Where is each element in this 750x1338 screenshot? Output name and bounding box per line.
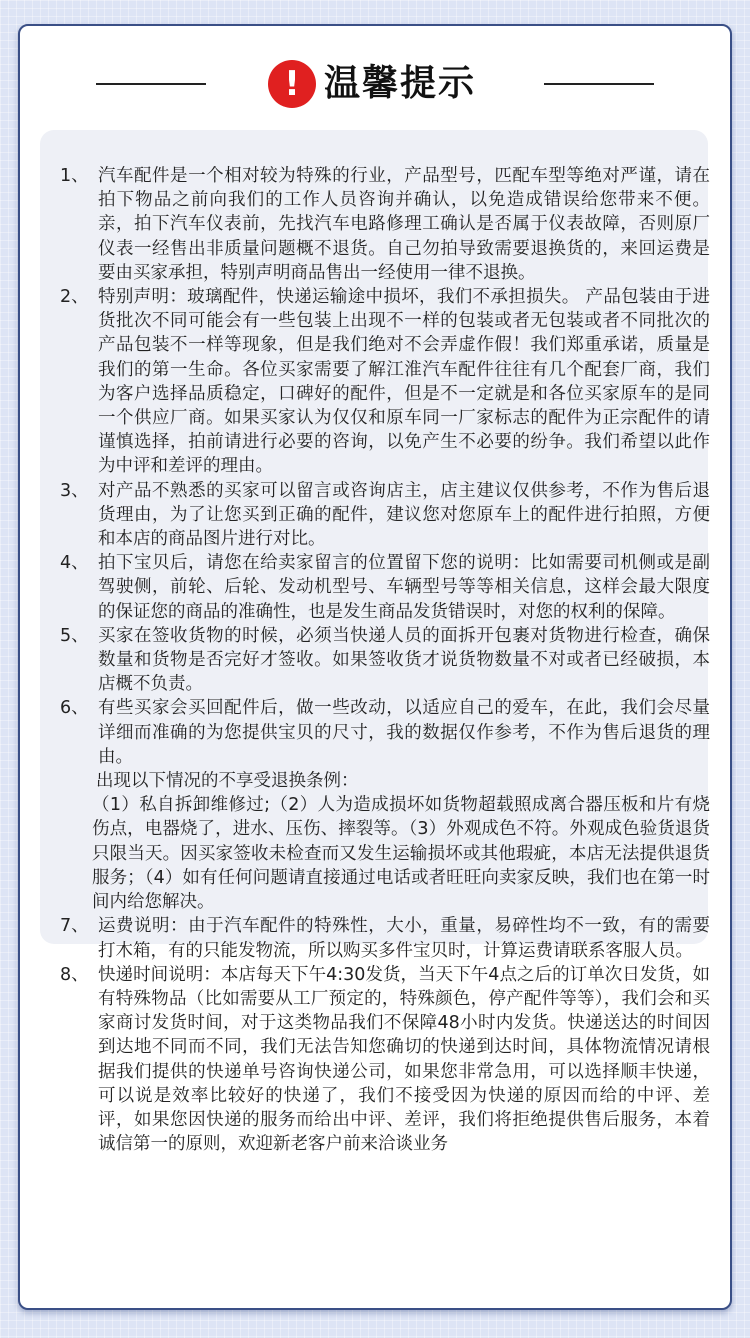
item-text: 特别声明：玻璃配件，快递运输途中损坏，我们不承担损失。 产品包装由于进货批次不同可能会有一些包装上出现不一样的包装或者无包装或者不同批次的产品包装不一样等现象，但是我们绝对不会弄虚作假！我们郑重承诺，质量是我们的第一生命。各位买家需要了解江淮汽车配件往往有几个配套厂商，我们为客户选择品质稳定，口碑好的配件，但是不一定就是和各位买家原车的是同一个供应厂商。如果买家认为仅仅和原车同一厂家标志的配件为正宗配件的请谨慎选择，拍前请进行必要的咨询，以免产生不必要的纷争。我们希望以此作为中评和差评的理由。 — [98, 287, 710, 477]
item-text: 汽车配件是一个相对较为特殊的行业，产品型号，匹配车型等绝对严谨，请在拍下物品之前向我们的工作人员咨询并确认，以免造成错误给您带来不便。亲，拍下汽车仪表前，先找汽车电路修理工确认是否属于仪表故障，否则原厂仪表一经售出非质量问题概不退货。自己勿拍导致需要退换货的，来回运费是要由买家承担，特别声明商品售出一经使用一律不退换。 — [98, 166, 710, 283]
item-number: 3、 — [60, 480, 89, 501]
return-conditions-label: 出现以下情况的不享受退换条例： — [96, 771, 359, 792]
item-text: 有些买家会买回配件后，做一些改动，以适应自己的爱车，在此，我们会尽量详细而准确的为您提供宝贝的尺寸，我的数据仅作参考，不作为售后退货的理由。 — [98, 698, 710, 767]
header-divider-left — [96, 83, 206, 85]
item-text: 运费说明：由于汽车配件的特殊性，大小，重量，易碎性均不一致，有的需要打木箱，有的只能发物流，所以购买多件宝贝时，计算运费请联系客服人员。 — [98, 916, 710, 961]
item-number: 7、 — [60, 916, 89, 937]
item-number: 2、 — [60, 287, 89, 308]
item-text: 快递时间说明：本店每天下午4:30发货，当天下午4点之后的订单次日发货，如有特殊物品（比如需要从工厂预定的，特殊颜色，停产配件等等），我们会和买家商讨发货时间，对于这类物品我们不保障48小时内发货。快递送达的时间因到达地不同而不同，我们无法告知您确切的快递到达时间，具体物流情况请根据我们提供的快递单号咨询快递公司，如果您非常急用，可以选择顺丰快递，可以说是效率比较好的快递了，我们不接受因为快递的原因而给的中评、差评，如果您因快递的服务而给出中评、差评，我们将拒绝提供售后服务，本着诚信第一的原则，欢迎新老客户前来洽谈业务 — [98, 964, 710, 1155]
item-number: 1、 — [60, 166, 89, 186]
item-number: 5、 — [60, 625, 89, 646]
item-text: 对产品不熟悉的买家可以留言或咨询店主，店主建议仅供参考，不作为售后退货理由，为了让您买到正确的配件，建议您对您原车上的配件进行拍照，方便和本店的商品图片进行对比。 — [98, 480, 710, 550]
notice-item-4 — [60, 551, 710, 624]
notice-header — [0, 56, 750, 112]
notice-item-2 — [60, 285, 710, 479]
page-title: 温馨提示 — [324, 63, 477, 104]
return-conditions-body: （1）私自拆卸维修过;（2）人为造成损坏如货物超载照成离合器压板和片有烧伤点，电器烧了，进水、压伤、摔裂等。（3）外观成色不符。外观成色验货退货只限当天。因买家签收未检查而又发生运输损坏或其他瑕疵，本店无法提供退货服务；（4）如有任何问题请直接通过电话或者旺旺向卖家反映，我们也在第一时间内给您解决。 — [92, 795, 710, 913]
item-number: 6、 — [60, 698, 89, 719]
notice-item-6 — [60, 696, 710, 769]
notice-content — [60, 164, 710, 1156]
notice-item-7 — [60, 914, 710, 962]
item-number: 4、 — [60, 553, 89, 574]
notice-item-1 — [60, 164, 710, 285]
item-text: 拍下宝贝后，请您在给卖家留言的位置留下您的说明：比如需要司机侧或是副驾驶侧，前轮、后轮、发动机型号、车辆型号等等相关信息，这样会最大限度的保证您的商品的准确性，也是发生商品发货错误时，对您的权利的保障。 — [98, 553, 710, 622]
notice-item-3 — [60, 479, 710, 552]
notice-item-5 — [60, 624, 710, 697]
item-number: 8、 — [60, 964, 89, 985]
notice-item-8 — [60, 963, 710, 1157]
header-divider-right — [544, 83, 654, 85]
item-text: 买家在签收货物的时候，必须当快递人员的面拆开包裹对货物进行检查，确保数量和货物是否完好才签收。如果签收货才说货物数量不对或者已经破损，本店概不负责。 — [98, 625, 710, 695]
exclamation-icon: ! — [268, 60, 316, 108]
